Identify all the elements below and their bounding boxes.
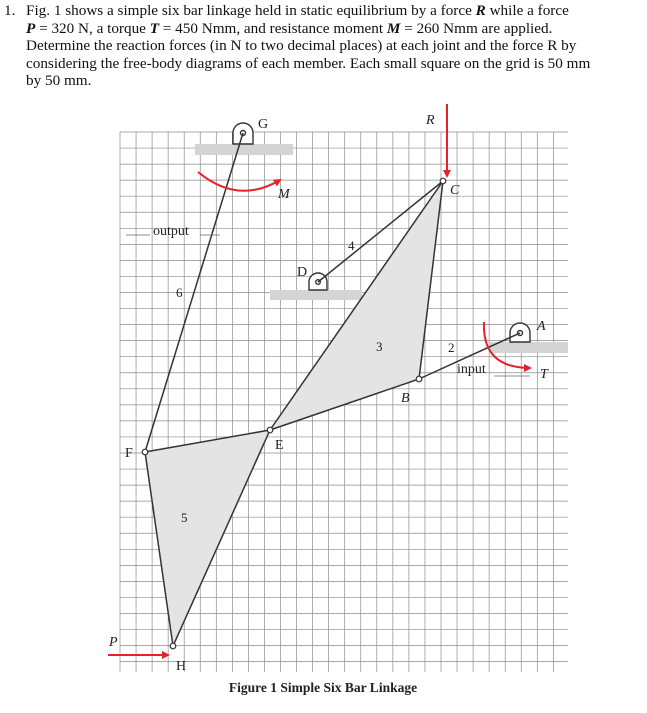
label-c: C xyxy=(450,183,460,198)
label-link-3: 3 xyxy=(376,339,383,354)
ground-a xyxy=(490,342,568,353)
joint-h xyxy=(170,643,176,649)
link-3-triangle xyxy=(270,181,443,430)
label-m: M xyxy=(278,187,290,202)
pin-bracket-a xyxy=(510,323,530,342)
label-input: input xyxy=(457,362,486,377)
moment-m-arrow xyxy=(198,172,280,191)
label-p: P xyxy=(109,635,118,650)
joint-c xyxy=(440,178,446,184)
problem-line-1: Fig. 1 shows a simple six bar linkage held in static equilibrium by a force R while a force xyxy=(26,2,569,19)
joint-e xyxy=(267,427,273,433)
label-f: F xyxy=(125,446,133,461)
problem-line-4: considering the free-body diagrams of each member. Each small square on the grid is 50 mm xyxy=(26,54,591,72)
label-link-6: 6 xyxy=(176,285,183,300)
label-h: H xyxy=(176,659,187,674)
label-link-5: 5 xyxy=(181,510,188,525)
label-link-2: 2 xyxy=(448,340,455,355)
problem-number: 1. xyxy=(4,2,16,19)
label-e: E xyxy=(275,438,284,453)
label-d: D xyxy=(297,265,308,280)
figure-caption: Figure 1 Simple Six Bar Linkage xyxy=(228,680,418,695)
problem-line-3: Determine the reaction forces (in N to two decimal places) at each joint and the force R by xyxy=(26,37,577,54)
joint-b xyxy=(416,376,422,382)
problem-line-5: by 50 mm. xyxy=(26,72,92,89)
label-g: G xyxy=(258,117,269,132)
label-t: T xyxy=(540,367,548,382)
ground-d xyxy=(270,290,362,300)
ground-g xyxy=(195,144,293,155)
label-b: B xyxy=(401,391,410,406)
label-r: R xyxy=(426,113,435,128)
problem-line-2: P = 320 N, a torque T = 450 Nmm, and resistance moment M = 260 Nmm are applied. xyxy=(26,19,553,37)
label-output: output xyxy=(153,224,189,239)
joint-f xyxy=(142,449,148,455)
label-a: A xyxy=(537,319,546,334)
label-link-4: 4 xyxy=(348,238,355,253)
